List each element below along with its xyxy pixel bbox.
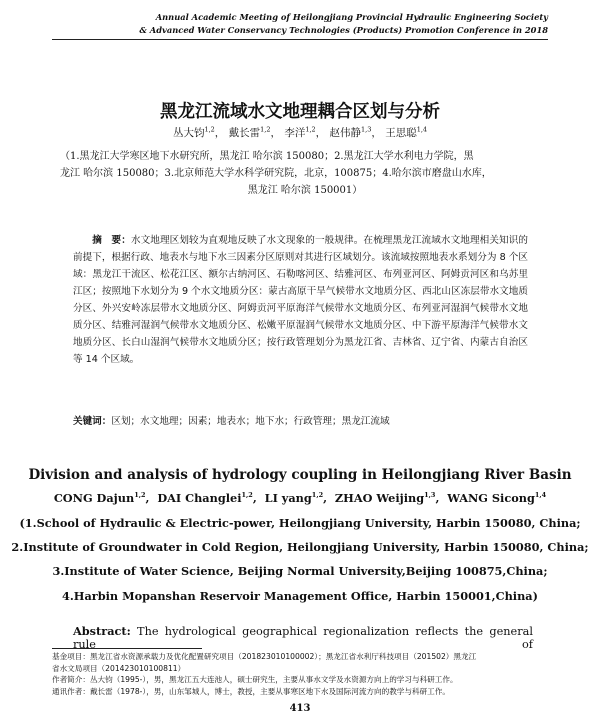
footnote-line: 通讯作者：戴长雷（1978-），男，山东邹城人，博士，教授，主要从事寒区地下水及国际河流方向的教学与科研工作。 xyxy=(52,686,450,696)
conference-header-line-1: Annual Academic Meeting of Heilongjiang Provincial Hydraulic Engineering Society xyxy=(155,12,548,22)
keywords-cn-text: 区划；水文地理；因素；地表水；地下水；行政管理；黑龙江流域 xyxy=(111,416,390,427)
abstract-en-text: The hydrological geographical regionalization reflects the general rule of xyxy=(73,625,533,651)
author-cn: 丛大钧$^{1,2}$ xyxy=(172,125,215,139)
affiliation-en-line: (1.School of Hydraulic & Electric-power, Heilongjiang University, Harbin 150080, China; xyxy=(19,516,581,530)
author-en: DAI Changlei$^{1,2}$ xyxy=(157,491,253,505)
affiliation-cn-line: 黑龙江 哈尔滨 150001） xyxy=(247,185,363,196)
abstract-en xyxy=(73,624,533,651)
author-cn: 王思聪$^{1,4}$ xyxy=(385,125,428,139)
author-cn: 戴长雷$^{1,2}$ xyxy=(228,125,271,139)
abstract-cn-label: 摘 要： xyxy=(92,235,131,246)
author-cn: 李洋$^{1,2}$ xyxy=(284,125,316,139)
authors-cn: 丛大钧$^{1,2}$， 戴长雷$^{1,2}$， 李洋$^{1,2}$， 赵伟静$^{1,3}$， 王思聪$^{1,4}$ xyxy=(172,125,428,139)
affiliation-cn-line: （1.黑龙江大学寒区地下水研究所，黑龙江 哈尔滨 150080；2.黑龙江大学水利电力学院，黑 xyxy=(60,151,474,162)
abstract-cn xyxy=(73,232,528,368)
header-rule xyxy=(52,39,548,40)
footnote-line: 省水文局项目（201423010100811） xyxy=(52,663,186,673)
affiliation-cn-line: 龙江 哈尔滨 150080；3.北京师范大学水科学研究院，北京，100875；4.哈尔滨市磨盘山水库， xyxy=(60,168,492,179)
author-cn: 赵伟静$^{1,3}$ xyxy=(329,125,372,139)
footnote-line: 作者简介：丛大钧（1995-），男，黑龙江五大连池人，硕士研究生，主要从事水文学及水资源方向上的学习与科研工作。 xyxy=(52,675,458,684)
footnotes xyxy=(52,651,532,697)
footnote-rule xyxy=(52,648,202,649)
author-en: WANG Sicong$^{1,4}$ xyxy=(447,491,547,505)
conference-header-line-2: & Advanced Water Conservancy Technologies (Products) Promotion Conference in 2018 xyxy=(139,25,548,35)
affiliation-en-line: 3.Institute of Water Science, Beijing Normal University,Beijing 100875,China; xyxy=(52,564,548,578)
abstract-cn-text: 水文地理区划较为直观地反映了水文现象的一般规律。在梳理黑龙江流域水文地理相关知识的前提下，根据行政、地表水与地下水三因素分区原则对其进行区域划分。该流域按照地表水系划分为 8 个区域：黑龙江干流区、松花江区、额尔古纳河区、石勒喀河区、结雅河区、布列亚河区、阿姆贡河区和乌苏里江区；按照地下水划分为 9 个水文地质分区：蒙古高原干旱气候带水文地质分区、西北山区冻层带水文地质分区、外兴安岭冻层带水文地质分区、阿姆贡河平原海洋气候带水文地质分区、布列亚河湿润气候带水文地质分区、结雅河湿润气候带水文地质分区、松嫩平原湿润气候带水文地质分区、中下游平原海洋气候带水文地质分区、长白山湿润气候带水文地质分区；按行政管理划分为黑龙江省、吉林省、辽宁省、内蒙古自治区等 14 个区域。 xyxy=(73,235,529,365)
title-cn: 黑龙江流域水文地理耦合区划与分析 xyxy=(160,102,440,122)
affiliations-cn xyxy=(60,148,550,199)
keywords-cn xyxy=(73,413,533,427)
page-number: 413 xyxy=(289,703,311,714)
authors-en: CONG Dajun$^{1,2}$, DAI Changlei$^{1,2}$, LI yang$^{1,2}$, ZHAO Weijing$^{1,3}$, WANG Sicong$^{1,4}$ xyxy=(53,491,547,505)
author-en: ZHAO Weijing$^{1,3}$ xyxy=(334,491,436,505)
abstract-en-label: Abstract: xyxy=(73,624,131,638)
affiliation-en-line: 2.Institute of Groundwater in Cold Region, Heilongjiang University, Harbin 150080, China; xyxy=(11,540,589,554)
keywords-cn-label: 关键词： xyxy=(73,416,112,427)
title-en: Division and analysis of hydrology coupling in Heilongjiang River Basin xyxy=(28,467,572,483)
author-en: CONG Dajun$^{1,2}$ xyxy=(53,491,146,505)
author-en: LI yang$^{1,2}$ xyxy=(264,491,324,505)
affiliation-en-line: 4.Harbin Mopanshan Reservoir Management Office, Harbin 150001,China) xyxy=(62,589,538,603)
footnote-line: 基金项目：黑龙江省水资源承载力及优化配置研究项目（201823010100002）；黑龙江省水利厅科技项目（201502）黑龙江 xyxy=(52,652,477,661)
